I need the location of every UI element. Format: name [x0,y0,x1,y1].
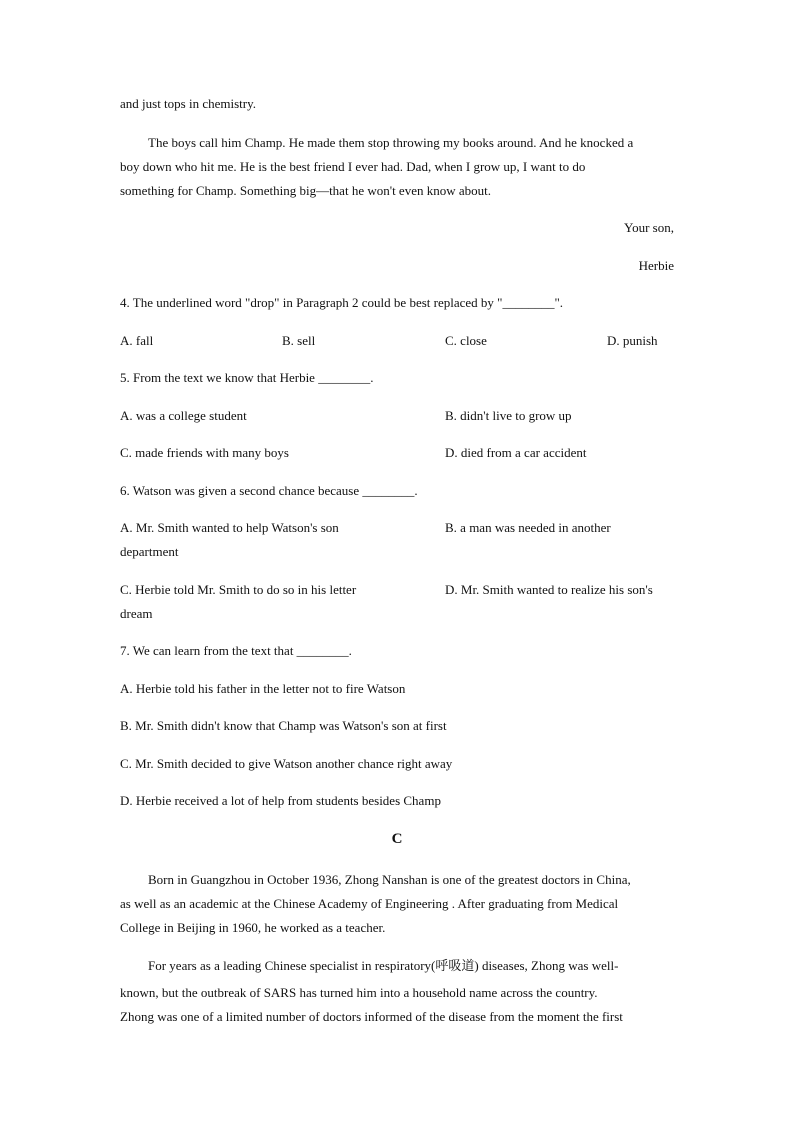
option-d: D. Herbie received a lot of help from students besides Champ [120,793,441,808]
question-stem: 7. We can learn from the text that ________. [120,643,352,658]
passage-line: known, but the outbreak of SARS has turned him into a household name across the country. [120,985,598,1000]
question-stem: 6. Watson was given a second chance because ________. [120,483,418,498]
option-c: C. Mr. Smith decided to give Watson another chance right away [120,756,453,771]
option-d: D. punish [607,333,658,348]
option-a: A. Mr. Smith wanted to help Watson's son [120,520,339,535]
option-b: B. a man was needed in another [445,520,611,535]
option-d: D. died from a car accident [445,445,587,460]
passage-line: boy down who hit me. He is the best friend I ever had. Dad, when I grow up, I want to do [120,159,586,174]
passage-line: as well as an academic at the Chinese Academy of Engineering . After graduating from Medical [120,896,619,911]
option-c: C. made friends with many boys [120,445,289,460]
passage-line: Zhong was one of a limited number of doctors informed of the disease from the moment the first [120,1009,623,1024]
passage-line: For years as a leading Chinese specialist in respiratory(呼吸道) diseases, Zhong was well- [148,958,619,973]
letter-signature: Herbie [638,258,674,273]
passage-line: and just tops in chemistry. [120,96,257,111]
option-b: B. sell [282,333,316,348]
option-a: A. fall [120,333,154,348]
option-a: A. was a college student [120,408,247,423]
option-b: B. didn't live to grow up [445,408,572,423]
option-a: A. Herbie told his father in the letter not to fire Watson [120,681,406,696]
question-stem: 4. The underlined word "drop" in Paragraph 2 could be best replaced by "________". [120,295,564,310]
passage-line: The boys call him Champ. He made them stop throwing my books around. And he knocked a [148,135,634,150]
option-c: C. Herbie told Mr. Smith to do so in his letter [120,582,357,597]
section-heading: C [391,831,403,847]
option-d-continuation: dream [120,606,153,621]
option-b: B. Mr. Smith didn't know that Champ was Watson's son at first [120,718,447,733]
passage-line: something for Champ. Something big—that he won't even know about. [120,183,491,198]
letter-closing: Your son, [624,220,674,235]
question-stem: 5. From the text we know that Herbie ________. [120,370,374,385]
option-b-continuation: department [120,544,179,559]
option-d: D. Mr. Smith wanted to realize his son's [445,582,653,597]
option-c: C. close [445,333,487,348]
passage-line: College in Beijing in 1960, he worked as a teacher. [120,920,386,935]
passage-line: Born in Guangzhou in October 1936, Zhong Nanshan is one of the greatest doctors in China, [148,872,631,887]
